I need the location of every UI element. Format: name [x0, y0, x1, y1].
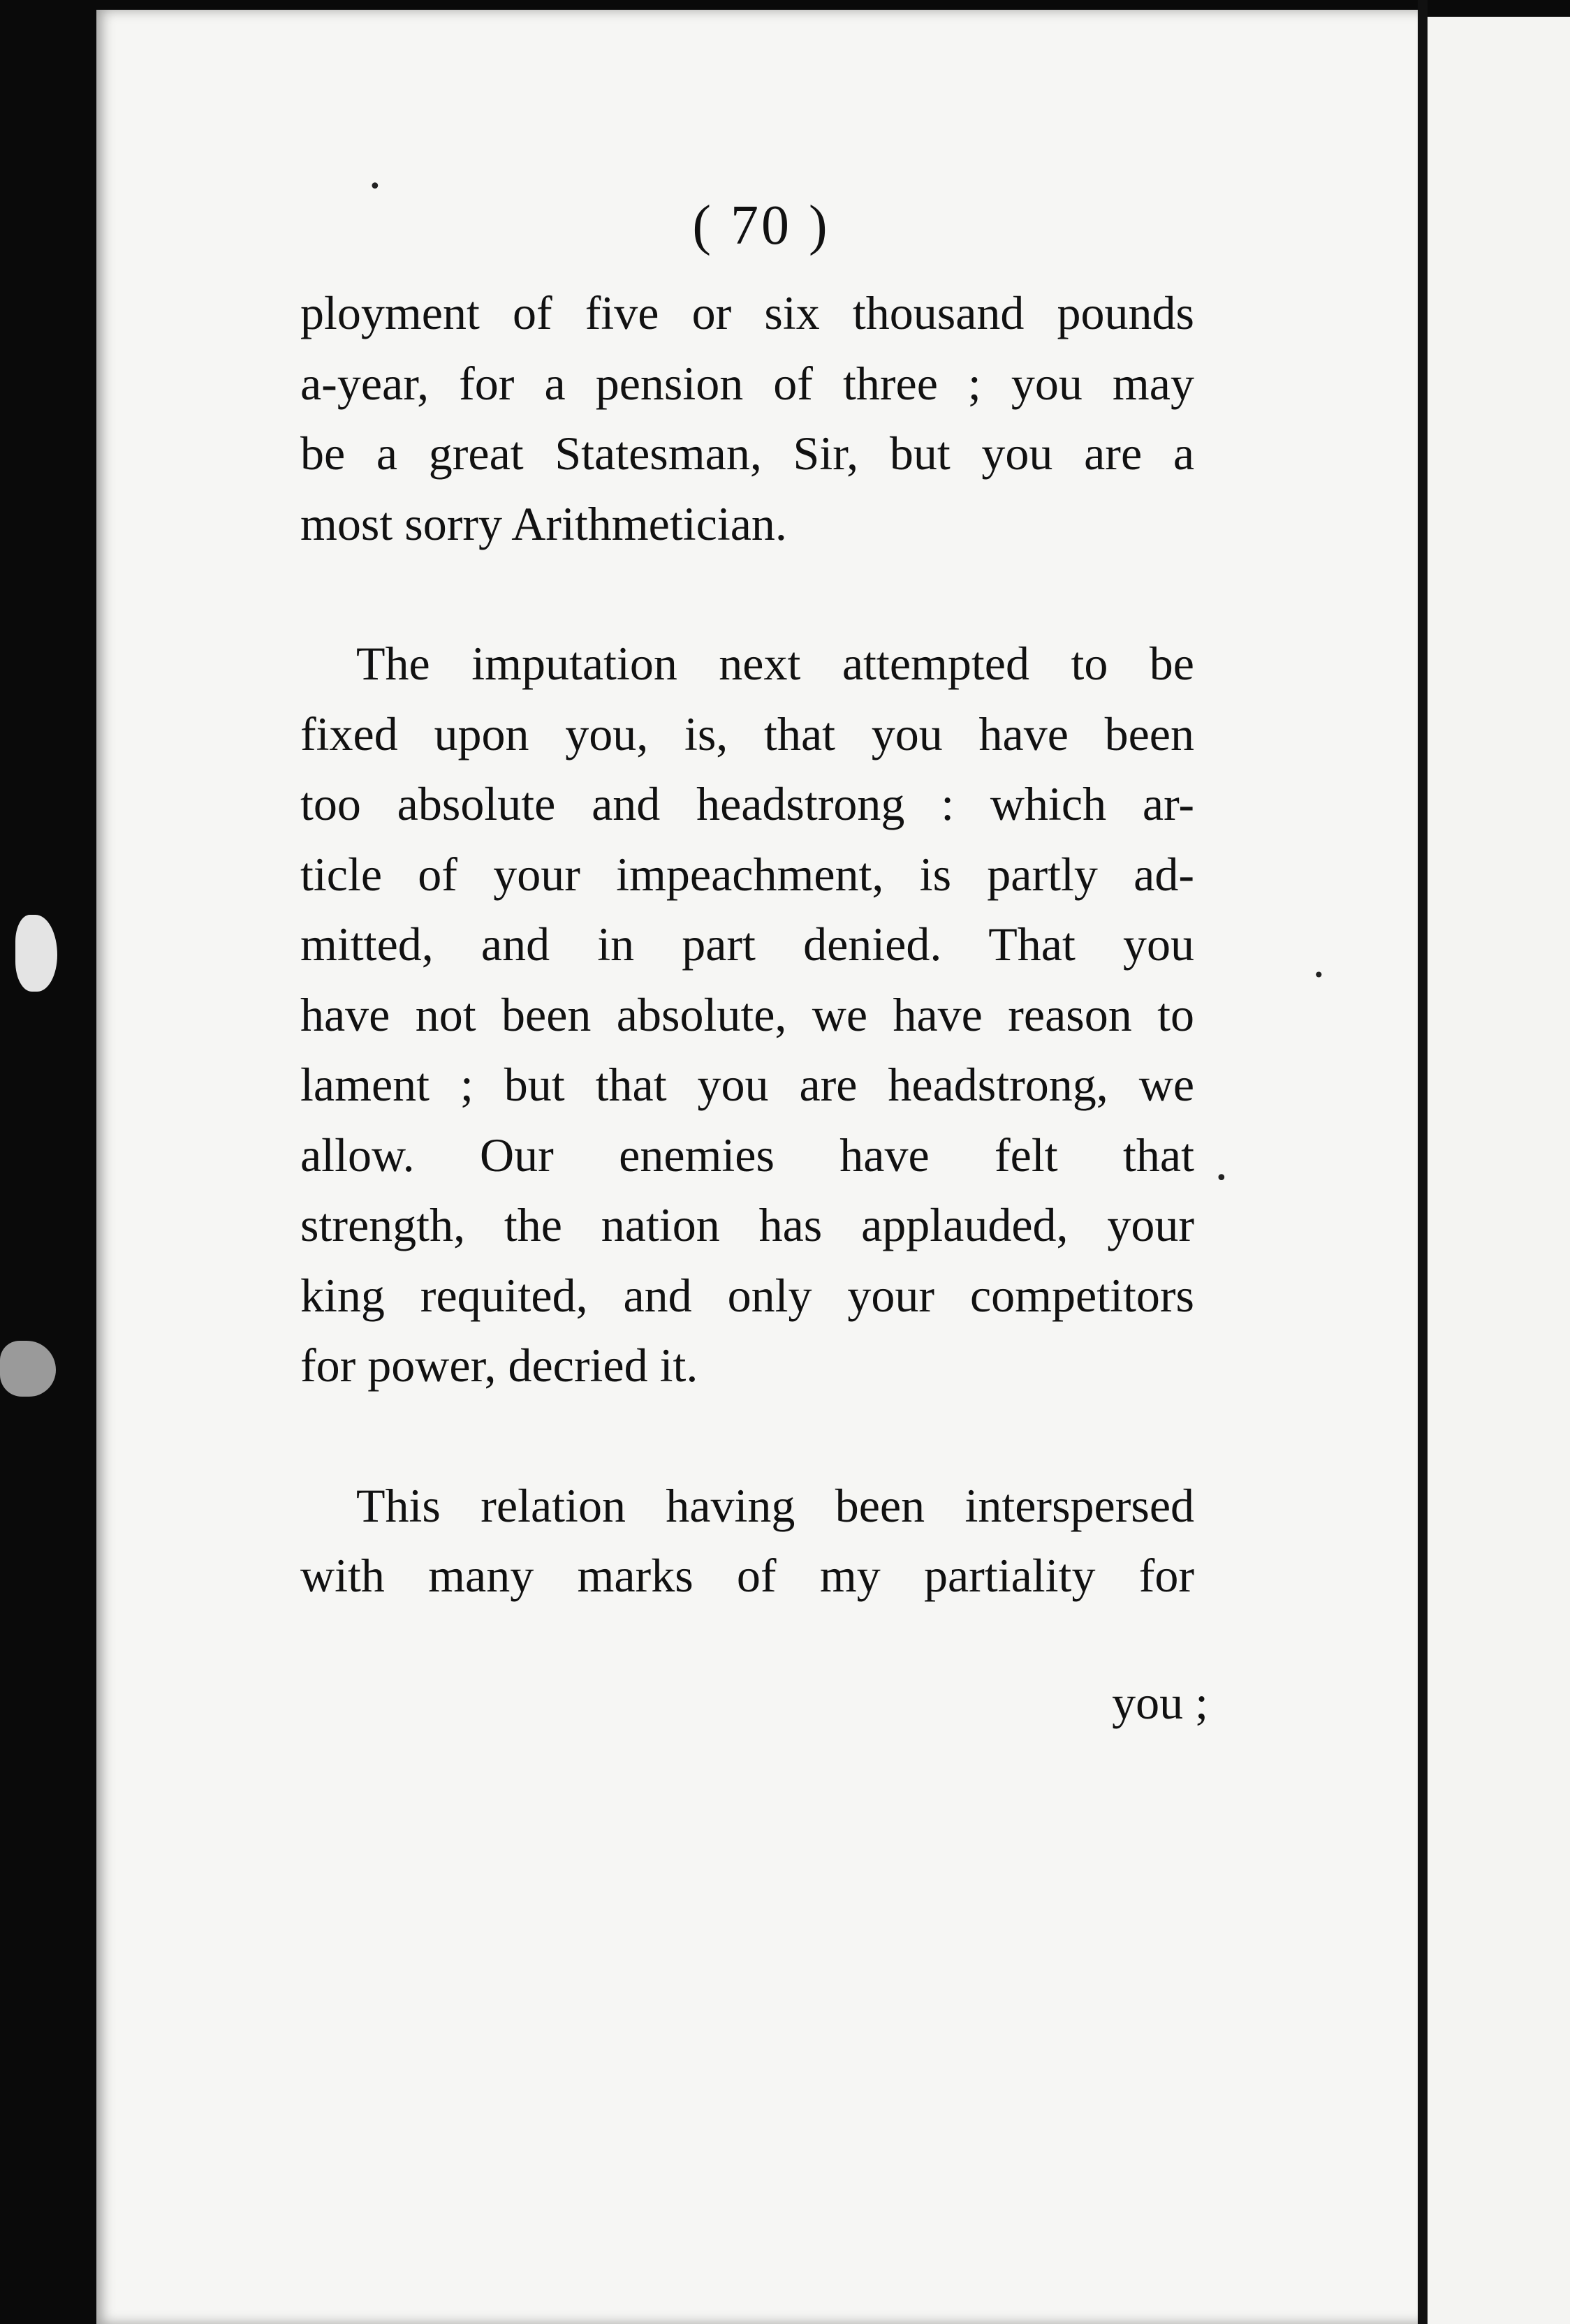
paragraph-2 — [300, 628, 1194, 1401]
text-line: for power, decried it. — [300, 1339, 698, 1392]
text-line: lament ; but that you are headstrong, we — [300, 1058, 1194, 1111]
paragraph-3 — [300, 1471, 1194, 1611]
page-gutter — [1418, 0, 1428, 2324]
next-page-edge — [1428, 17, 1570, 2324]
text-line: most sorry Arithmetician. — [300, 497, 787, 550]
paragraph-1 — [300, 278, 1194, 559]
text-line: be a great Statesman, Sir, but you are a — [300, 427, 1194, 480]
text-line: with many marks of my partiality for — [300, 1549, 1194, 1602]
paper-damage-speck — [0, 1341, 56, 1397]
text-line: strength, the nation has applauded, your — [300, 1198, 1194, 1251]
text-line: have not been absolute, we have reason to — [300, 987, 1194, 1041]
page-number: ( 70 ) — [692, 195, 830, 256]
page-text — [300, 187, 1194, 1611]
paper-damage-speck — [15, 915, 57, 992]
text-line: too absolute and headstrong : which ar- — [300, 777, 1194, 830]
text-line: king requited, and only your competitors — [300, 1268, 1194, 1322]
text-line: a-year, for a pension of three ; you may — [300, 356, 1194, 410]
text-line: ployment of five or six thousand pounds — [300, 286, 1194, 339]
catchword: you ; — [1112, 1676, 1208, 1729]
ink-dot-mark: • — [369, 175, 381, 199]
text-line: mitted, and in part denied. That you — [300, 918, 1194, 971]
ink-dot-mark: • — [1215, 1166, 1228, 1191]
text-line: allow. Our enemies have felt that — [300, 1128, 1194, 1182]
text-line: ticle of your impeachment, is partly ad- — [300, 847, 1194, 901]
text-line: The imputation next attempted to be — [356, 637, 1194, 690]
text-line: This relation having been interspersed — [356, 1478, 1194, 1532]
ink-dot-mark: • — [1313, 964, 1325, 987]
text-line: fixed upon you, is, that you have been — [300, 707, 1194, 760]
